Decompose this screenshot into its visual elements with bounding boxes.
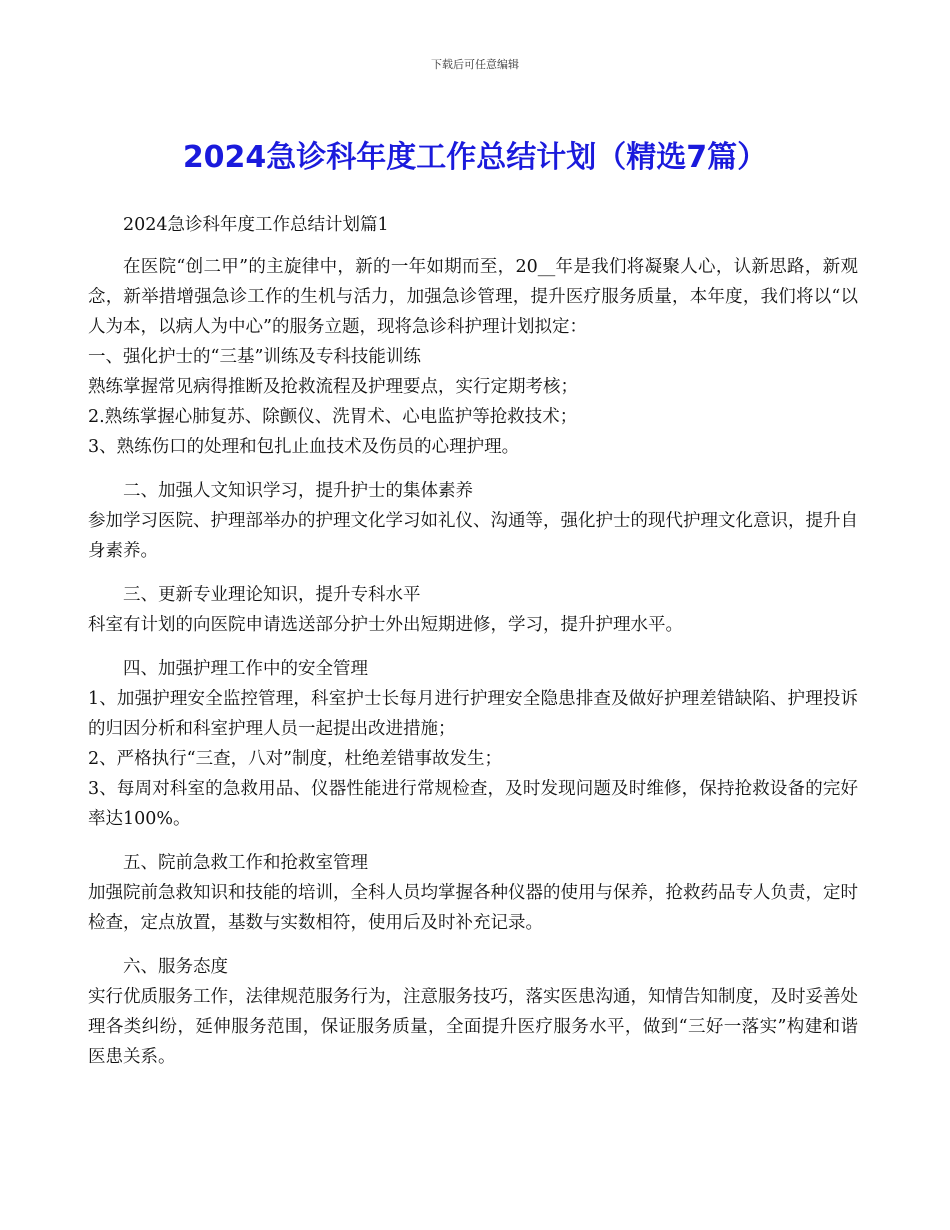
section-heading: 三、更新专业理论知识，提升专科水平: [123, 585, 421, 605]
section-item: 科室有计划的向医院申请选送部分护士外出短期进修，学习，提升护理水平。: [88, 615, 683, 635]
section-item: 3、熟练伤口的处理和包扎止血技术及伤员的心理护理。: [88, 437, 520, 457]
section-item: 2、严格执行“三查，八对”制度，杜绝差错事故发生；: [88, 749, 503, 769]
section-item: 1、加强护理安全监控管理，科室护士长每月进行护理安全隐患排查及做好护理差错缺陷、护理投诉的归因分析和科室护理人员一起提出改进措施；: [88, 689, 858, 739]
section-item: 参加学习医院、护理部举办的护理文化学习如礼仪、沟通等，强化护士的现代护理文化意识，提升自身素养。: [88, 511, 858, 561]
section-item: 3、每周对科室的急救用品、仪器性能进行常规检查，及时发现问题及时维修，保持抢救设备的完好率达100%。: [88, 779, 858, 829]
section-item: 实行优质服务工作，法律规范服务行为，注意服务技巧，落实医患沟通，知情告知制度，及时妥善处理各类纠纷，延伸服务范围，保证服务质量，全面提升医疗服务水平，做到“三好一落实”构建和谐医患关系。: [88, 987, 858, 1067]
section-heading: 六、服务态度: [123, 957, 228, 977]
intro-paragraph: 在医院“创二甲”的主旋律中，新的一年如期而至，20__年是我们将凝聚人心，认新思路，新观念，新举措增强急诊工作的生机与活力，加强急诊管理，提升医疗服务质量，本年度，我们将以“以人为本，以病人为中心”的服务立题，现将急诊科护理计划拟定：: [88, 257, 858, 337]
section-heading: 一、强化护士的“三基”训练及专科技能训练: [88, 347, 421, 367]
document-title: 2024急诊科年度工作总结计划（精选7篇）: [182, 140, 768, 175]
article-subtitle: 2024急诊科年度工作总结计划篇1: [123, 215, 389, 235]
section-heading: 二、加强人文知识学习，提升护士的集体素养: [123, 481, 473, 501]
section-item: 熟练掌握常见病得推断及抢救流程及护理要点，实行定期考核；: [88, 377, 578, 397]
header-note: 下载后可任意编辑: [431, 58, 519, 71]
document-body: [88, 210, 858, 1072]
section-item: 加强院前急救知识和技能的培训，全科人员均掌握各种仪器的使用与保养，抢救药品专人负责，定时检查，定点放置，基数与实数相符，使用后及时补充记录。: [88, 883, 858, 933]
section-heading: 五、院前急救工作和抢救室管理: [123, 853, 368, 873]
section-heading: 四、加强护理工作中的安全管理: [123, 659, 368, 679]
section-item: 2.熟练掌握心肺复苏、除颤仪、洗胃术、心电监护等抢救技术；: [88, 407, 578, 427]
